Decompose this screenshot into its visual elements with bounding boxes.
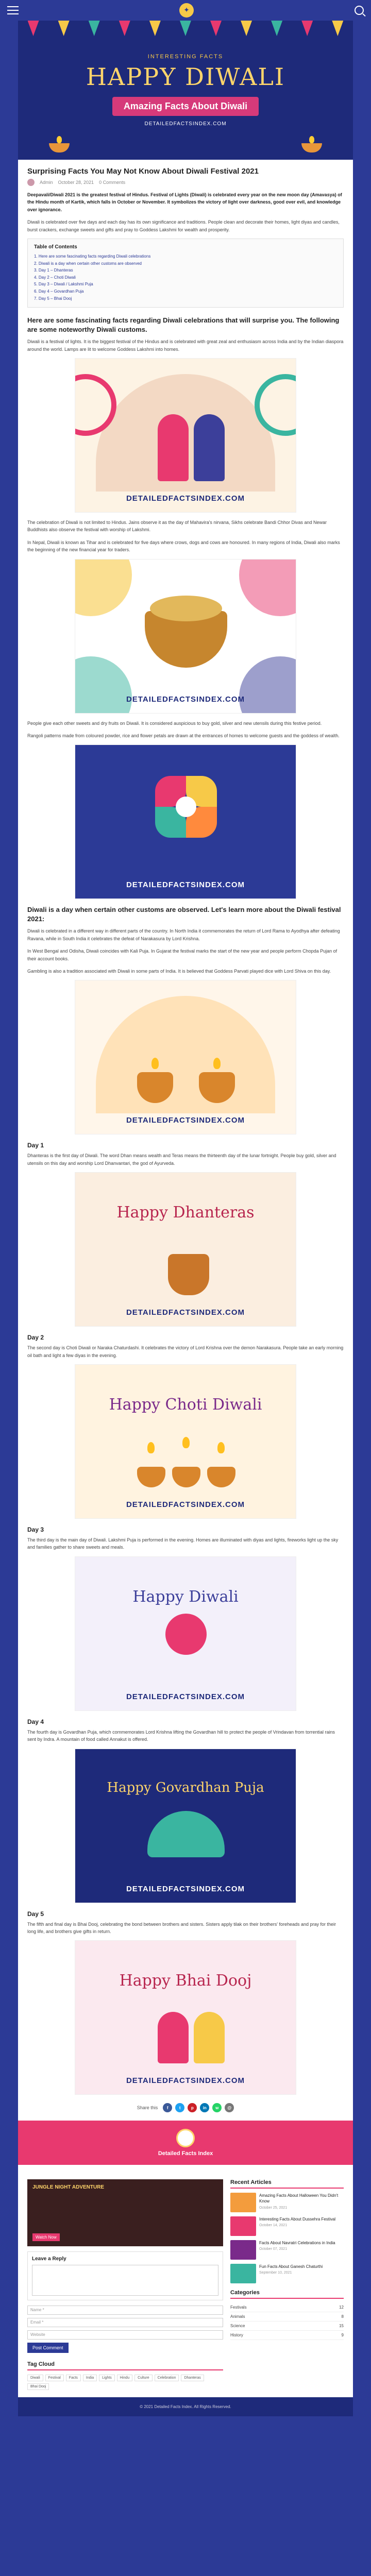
author-avatar: [27, 179, 35, 186]
paragraph: The third day is the main day of Diwali. Lakshmi Puja is performed in the evening. Homes are illuminated with diyas and lights, fireworks light up the sky and families gather to share sweets and meals.: [27, 1537, 339, 1550]
lower-left-column: [27, 2179, 223, 2390]
author-box: [18, 2121, 353, 2165]
figure-title: Happy Diwali: [132, 1587, 239, 1606]
tag-chip[interactable]: Bhai Dooj: [27, 2383, 49, 2390]
lower-section: [18, 2172, 353, 2397]
hero-kicker: INTERESTING FACTS: [147, 54, 224, 60]
image-watermark: DETAILEDFACTSINDEX.COM: [126, 494, 245, 503]
paragraph: Rangoli patterns made from coloured powder, rice and flower petals are drawn at the entrances of homes to welcome guests and the goddess of wealth.: [27, 733, 340, 738]
category-count: 9: [341, 2333, 344, 2338]
diya-lamp-icon: [301, 143, 322, 152]
recent-article-date: September 10, 2021: [259, 2271, 292, 2275]
comment-form-title: Leave a Reply: [32, 2256, 66, 2262]
comment-count[interactable]: 0 Comments: [99, 180, 126, 185]
bunting-decoration: [18, 21, 353, 38]
category-count: 15: [339, 2324, 344, 2329]
paragraph: The fourth day is Govardhan Puja, which commemorates Lord Krishna lifting the Govardhan hill to protect the people of Vrindavan from torrential rains sent by Indra. A mountain of food called Annakut is offered.: [27, 1729, 335, 1742]
pinterest-icon[interactable]: p: [188, 2103, 197, 2112]
image-watermark: DETAILEDFACTSINDEX.COM: [126, 1884, 245, 1893]
day-3-heading: Day 3: [27, 1526, 44, 1533]
recent-article-date: October 07, 2021: [259, 2247, 288, 2251]
day-4-heading: Day 4: [27, 1718, 44, 1725]
day-2-heading: Day 2: [27, 1334, 44, 1342]
sidebar: [230, 2179, 344, 2390]
recent-article-title[interactable]: Amazing Facts About Halloween You Didn't Know: [259, 2193, 339, 2204]
toc-item[interactable]: 1. Here are some fascinating facts regarding Diwali celebrations: [34, 253, 151, 259]
recent-article-item[interactable]: [230, 2193, 344, 2212]
illustration-choti-diwali: [75, 1364, 296, 1519]
recent-article-thumbnail: [230, 2264, 256, 2283]
illustration-govardhan-puja: [75, 1749, 296, 1903]
recent-article-thumbnail: [230, 2240, 256, 2260]
advertisement-banner[interactable]: [27, 2179, 223, 2246]
linkedin-icon[interactable]: in: [200, 2103, 209, 2112]
tag-chip[interactable]: Celebration: [155, 2375, 179, 2381]
illustration-lakshmi-puja: [75, 1556, 296, 1711]
comment-form: [27, 2251, 223, 2300]
author-box-name[interactable]: Detailed Facts Index: [158, 2150, 213, 2157]
day-1-heading: Day 1: [27, 1142, 44, 1149]
figure-title: Happy Bhai Dooj: [119, 1972, 252, 1990]
toc-item[interactable]: 3. Day 1 – Dhanteras: [34, 268, 73, 273]
tag-chip[interactable]: Hindu: [117, 2375, 132, 2381]
site-footer: [18, 2397, 353, 2416]
author-name[interactable]: Admin: [40, 180, 53, 185]
toc-title: Table of Contents: [34, 244, 77, 250]
paragraph: Diwali is celebrated in a different way in different parts of the country. In North India it commemorates the return of Lord Rama to Ayodhya after defeating Ravana, while in South India it celebrates the defeat of Narakasura by Lord Krishna.: [27, 928, 340, 941]
tag-chip[interactable]: Culture: [134, 2375, 153, 2381]
tag-chip[interactable]: Festival: [45, 2375, 64, 2381]
category-item[interactable]: [230, 2321, 344, 2331]
paragraph: The fifth and final day is Bhai Dooj, celebrating the bond between brothers and sisters. Sisters apply tilak on their brothers' foreheads and pray for their long life, and brothers give gifts in return.: [27, 1921, 336, 1934]
publish-date: October 28, 2021: [58, 180, 94, 185]
image-watermark: DETAILEDFACTSINDEX.COM: [126, 880, 245, 890]
tag-chip[interactable]: Lights: [99, 2375, 115, 2381]
email-icon[interactable]: @: [225, 2103, 234, 2112]
category-name[interactable]: Festivals: [230, 2305, 247, 2310]
image-watermark: DETAILEDFACTSINDEX.COM: [126, 1500, 245, 1509]
category-count: 8: [341, 2314, 344, 2319]
image-watermark: DETAILEDFACTSINDEX.COM: [126, 2076, 245, 2086]
woman-figure: [158, 414, 189, 481]
recent-article-thumbnail: [230, 2216, 256, 2236]
figure-title: Happy Govardhan Puja: [107, 1780, 264, 1795]
recent-article-thumbnail: [230, 2193, 256, 2212]
hero-site-url: DETAILEDFACTSINDEX.COM: [144, 121, 227, 127]
top-navigation-bar: [0, 0, 371, 21]
illustration-dancing-couple: [75, 358, 296, 513]
article-title: Surprising Facts You May Not Know About Diwali Festival 2021: [27, 167, 259, 176]
hamburger-menu-icon[interactable]: [7, 6, 19, 14]
intro-paragraph-2: Diwali is celebrated over five days and each day has its own significance and traditions. People clean and decorate their homes, light diyas and candles, burst crackers, exchange sweets and gifts and pray to Goddess Lakshmi for wealth and prosperity.: [27, 219, 340, 232]
image-watermark: DETAILEDFACTSINDEX.COM: [126, 1116, 245, 1125]
category-item[interactable]: [230, 2331, 344, 2340]
toc-item[interactable]: 6. Day 4 – Govardhan Puja: [34, 289, 84, 294]
table-of-contents: [27, 239, 344, 308]
social-share-bar: [27, 2103, 344, 2112]
name-field[interactable]: Name *: [27, 2306, 223, 2315]
illustration-sweets-bowl: [75, 559, 296, 714]
paragraph: People give each other sweets and dry fruits on Diwali. It is considered auspicious to buy gold, silver and new utensils during this festive period.: [27, 720, 322, 726]
recent-article-item[interactable]: [230, 2264, 344, 2283]
figure-title: Happy Dhanteras: [116, 1204, 255, 1222]
hero-subtitle-banner: Amazing Facts About Diwali: [112, 97, 259, 116]
ad-title: JUNGLE NIGHT ADVENTURE: [32, 2184, 105, 2191]
recent-article-title[interactable]: Interesting Facts About Dussehra Festival: [259, 2217, 336, 2222]
sweets-bowl: [145, 611, 227, 668]
share-label: Share this: [137, 2105, 158, 2111]
comment-textarea[interactable]: [32, 2265, 218, 2296]
tag-chip[interactable]: Diwali: [27, 2375, 43, 2381]
tag-cloud-widget: [27, 2361, 223, 2390]
paragraph: Gambling is also a tradition associated with Diwali in some parts of India. It is believed that Goddess Parvati played dice with Lord Shiva on this day.: [27, 968, 331, 974]
category-name[interactable]: Science: [230, 2324, 245, 2329]
hero-title: HAPPY DIWALI: [86, 63, 285, 91]
paragraph: The second day is Choti Diwali or Naraka Chaturdashi. It celebrates the victory of Lord Krishna over the demon Narakasura. People take an early morning oil bath and light a few diyas in the evening.: [27, 1345, 344, 1358]
paragraph: In West Bengal and Odisha, Diwali coincides with Kali Puja. In Gujarat the festival marks the start of the new year and people perform Chopda Pujan of their account books.: [27, 948, 338, 961]
illustration-rangoli: [75, 744, 296, 899]
tag-chip[interactable]: India: [83, 2375, 97, 2381]
illustration-diya-decoration: [75, 980, 296, 1134]
article-meta: [27, 179, 344, 186]
diya-lamp-icon: [49, 143, 70, 152]
recent-article-item[interactable]: [230, 2216, 344, 2236]
category-name[interactable]: Animals: [230, 2314, 245, 2319]
ad-cta[interactable]: Watch Now: [32, 2233, 60, 2241]
tag-chip[interactable]: Dhanteras: [181, 2375, 204, 2381]
recent-article-title[interactable]: Fun Facts About Ganesh Chaturthi: [259, 2264, 323, 2269]
facebook-icon[interactable]: f: [163, 2103, 172, 2112]
category-item[interactable]: [230, 2312, 344, 2321]
article-body: [18, 160, 353, 2172]
paragraph: The celebration of Diwali is not limited to Hindus. Jains observe it as the day of Mahavira's nirvana, Sikhs celebrate Bandi Chhor Divas and Newar Buddhists also observe the festival with worship of Lakshmi.: [27, 519, 327, 533]
tag-cloud-title: Tag Cloud: [27, 2361, 223, 2370]
website-field[interactable]: Website: [27, 2330, 223, 2340]
day-5-heading: Day 5: [27, 1910, 44, 1918]
search-icon[interactable]: [355, 6, 364, 15]
paragraph: Diwali is a festival of lights. It is the biggest festival of the Hindus and is celebrated with great zeal and enthusiasm across India and by the Indian diaspora around the world. Lamps are lit to welcome Goddess Lakshmi into homes.: [27, 339, 344, 352]
categories-title: Categories: [230, 2290, 344, 2299]
tag-list: [27, 2375, 223, 2390]
toc-item[interactable]: 2. Diwali is a day when certain other customs are observed: [34, 261, 142, 266]
recent-article-item[interactable]: [230, 2240, 344, 2260]
recent-articles-title: Recent Articles: [230, 2179, 344, 2189]
whatsapp-icon[interactable]: w: [212, 2103, 222, 2112]
toc-item[interactable]: 7. Day 5 – Bhai Dooj: [34, 296, 72, 301]
toc-item[interactable]: 5. Day 3 – Diwali / Lakshmi Puja: [34, 282, 93, 287]
email-field[interactable]: Email *: [27, 2318, 223, 2327]
illustration-dhanteras: [75, 1172, 296, 1327]
footer-copyright: © 2021 Detailed Facts Index. All Rights Reserved.: [140, 2404, 231, 2410]
post-comment-button[interactable]: Post Comment: [27, 2343, 69, 2353]
paragraph: Dhanteras is the first day of Diwali. The word Dhan means wealth and Teras means the thirteenth day of the lunar fortnight. People buy gold, silver and utensils on this day and worship Lord Dhanvantari, the god of Ayurveda.: [27, 1153, 336, 1166]
image-watermark: DETAILEDFACTSINDEX.COM: [126, 1692, 245, 1701]
intro-paragraph: Deepavali/Diwali 2021 is the greatest festival of Hindus. Festival of Lights (Diwali) is celebrated every year on the new moon day (Amavasya) of the Hindu month of Kartik, which falls in October or November. It symbolizes the victory of light over darkness, good over evil, and knowledge over ignorance.: [27, 192, 342, 212]
category-count: 12: [339, 2305, 344, 2310]
author-box-avatar: [176, 2129, 195, 2147]
main-content-wrapper: [18, 21, 353, 2416]
twitter-icon[interactable]: t: [175, 2103, 184, 2112]
recent-article-title[interactable]: Facts About Navratri Celebrations in India: [259, 2241, 335, 2246]
section-heading-customs: Diwali is a day when certain other customs are observed. Let's learn more about the Diwali festival 2021:: [27, 906, 341, 923]
image-watermark: DETAILEDFACTSINDEX.COM: [126, 1308, 245, 1317]
illustration-bhai-dooj: [75, 1940, 296, 2095]
figure-title: Happy Choti Diwali: [109, 1395, 262, 1414]
recent-article-date: October 14, 2021: [259, 2224, 288, 2228]
image-watermark: DETAILEDFACTSINDEX.COM: [126, 694, 245, 704]
man-figure: [194, 414, 225, 481]
paragraph: In Nepal, Diwali is known as Tihar and is celebrated for five days where crows, dogs and cows are honoured. In many regions of India, Diwali also marks the beginning of the new financial year for traders.: [27, 539, 340, 553]
toc-item[interactable]: 4. Day 2 – Choti Diwali: [34, 275, 76, 280]
tag-chip[interactable]: Facts: [66, 2375, 81, 2381]
recent-article-date: October 25, 2021: [259, 2206, 288, 2210]
category-item[interactable]: [230, 2303, 344, 2312]
category-name[interactable]: History: [230, 2333, 243, 2338]
site-logo[interactable]: ✦: [179, 3, 194, 18]
hero-banner-image: [18, 21, 353, 160]
section-heading-facts: Here are some fascinating facts regarding Diwali celebrations that will surprise you. The following are some noteworthy Diwali customs.: [27, 316, 340, 333]
